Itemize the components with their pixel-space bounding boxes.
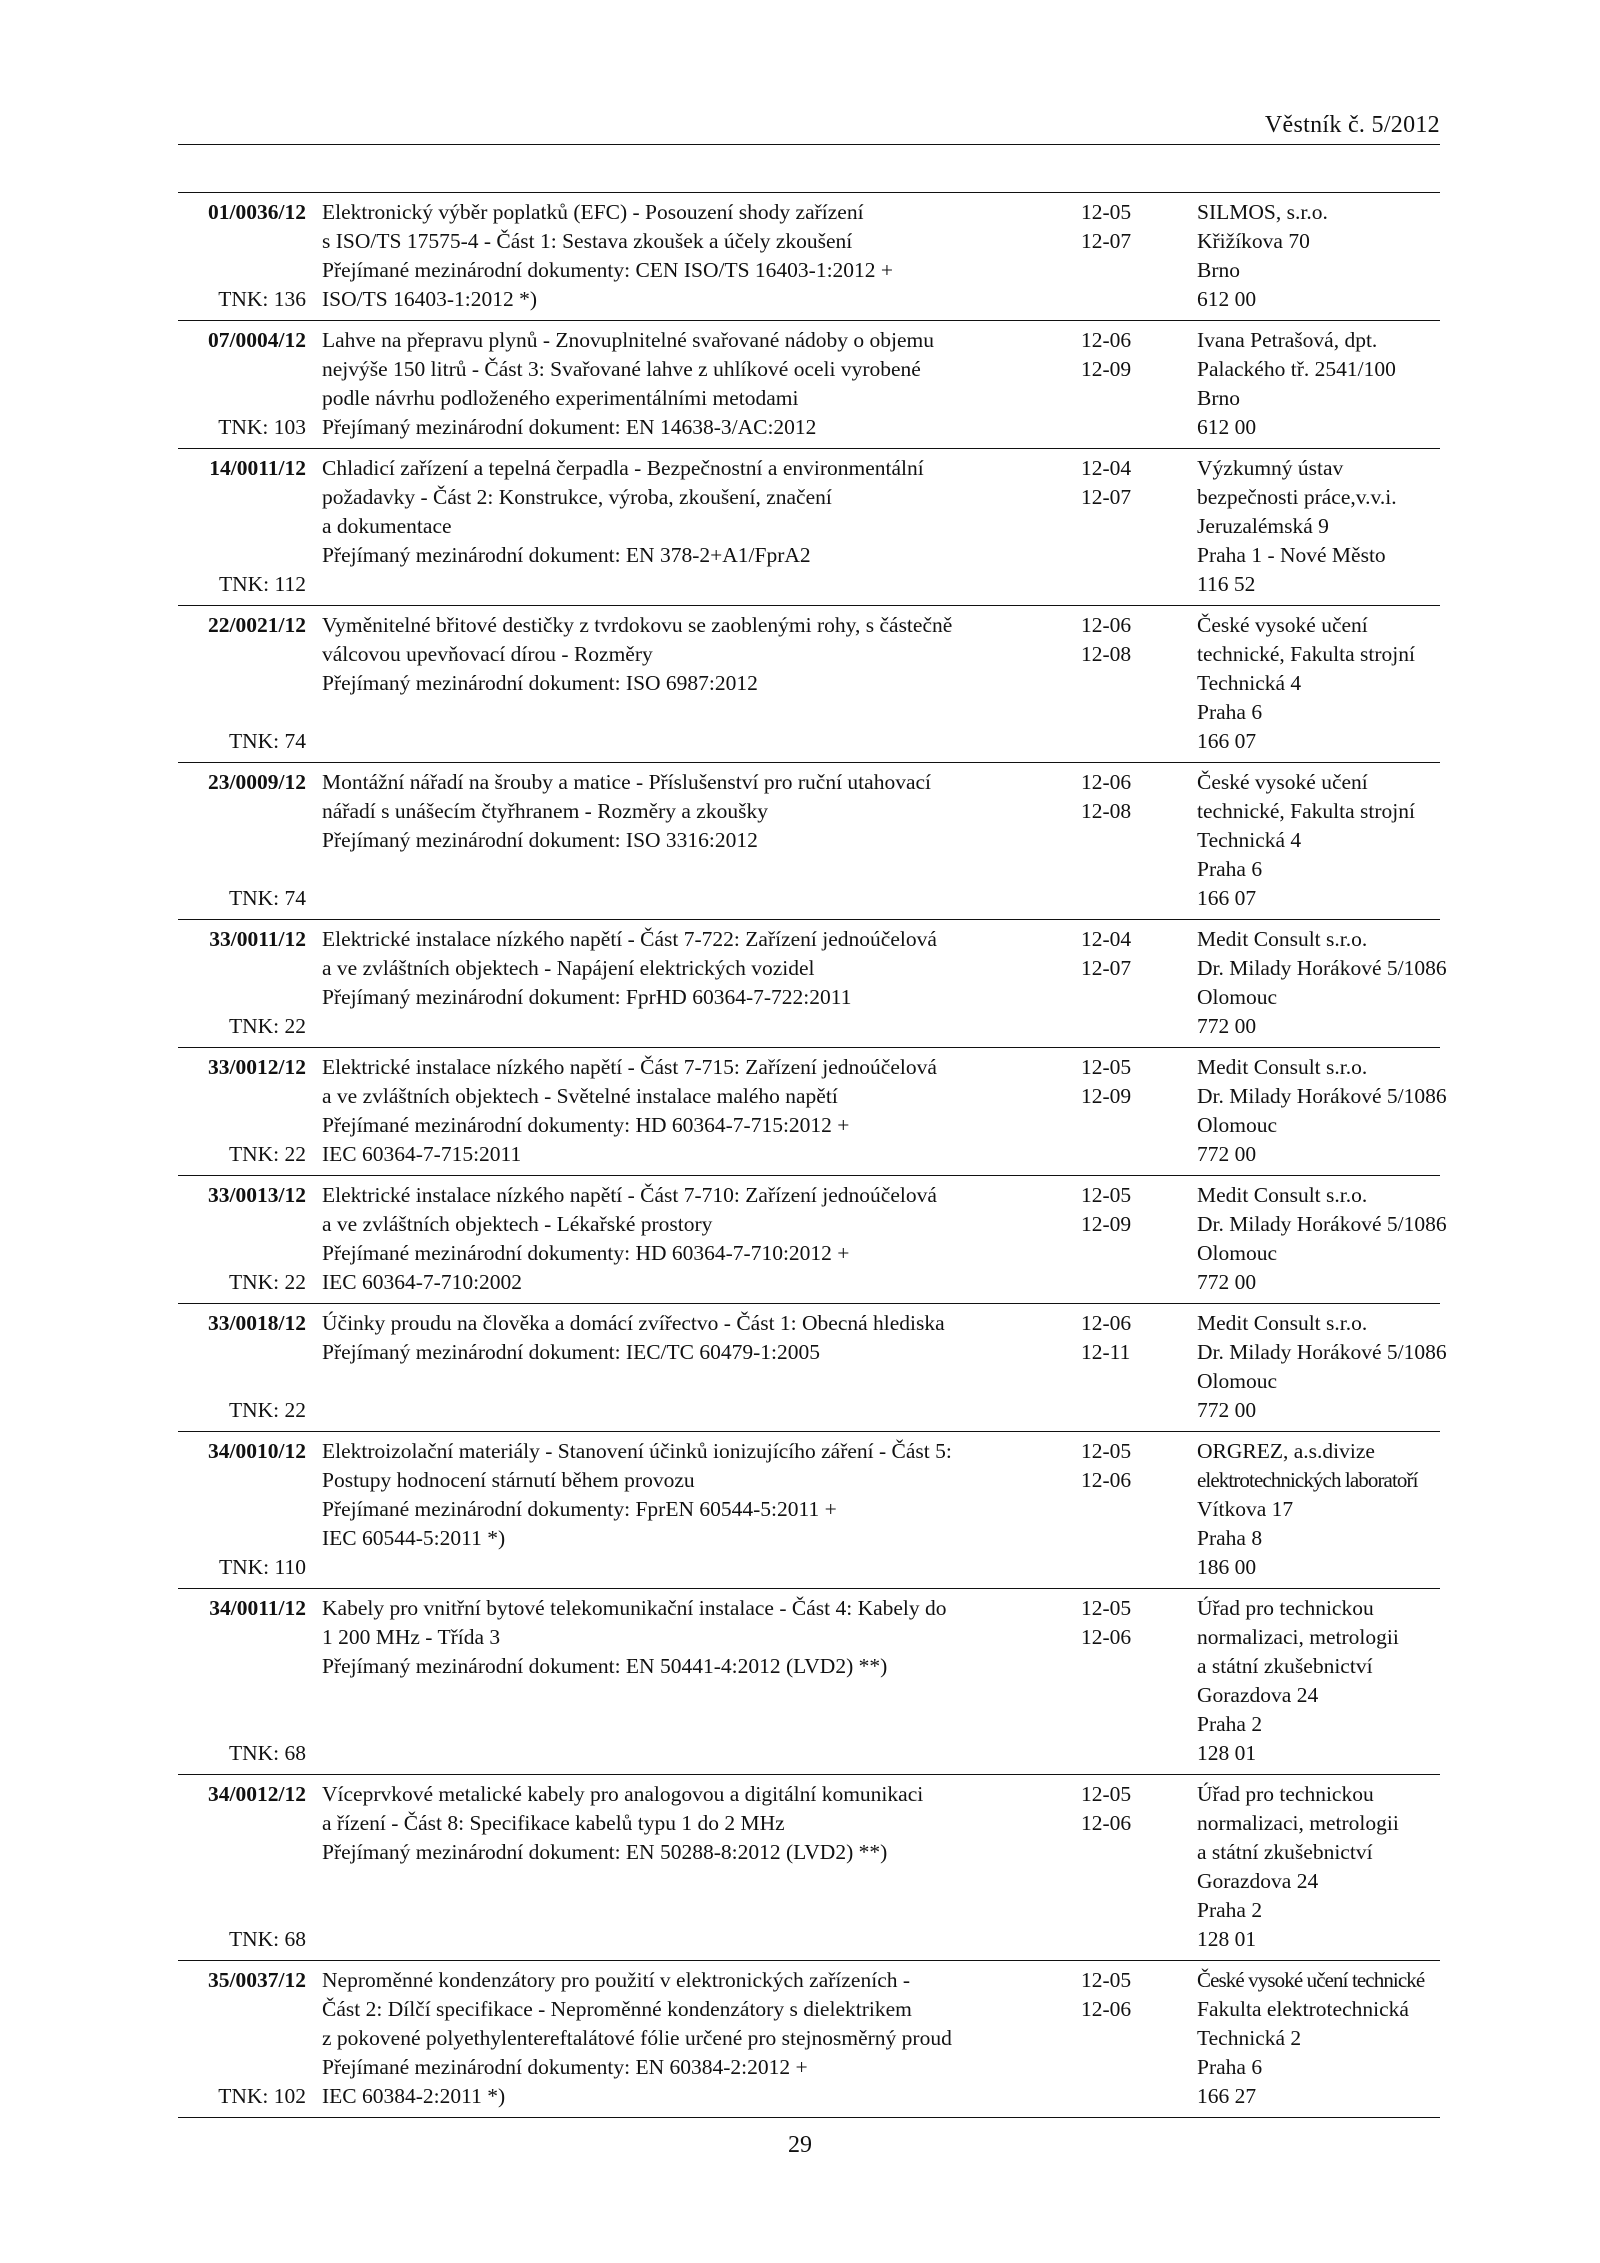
address-line: Dr. Milady Horákové 5/1086 [1197,1084,1447,1108]
journal-title: Věstník č. 5/2012 [1264,112,1440,138]
standard-code: 33/0018/12 [208,1311,306,1335]
processor-address [1185,326,1440,442]
address-line: 166 27 [1197,2084,1257,2108]
address-line: Gorazdova 24 [1197,1683,1319,1707]
address-line: Gorazdova 24 [1197,1869,1319,1893]
address-line: 128 01 [1197,1927,1257,1951]
address-line: SILMOS, s.r.o. [1197,200,1328,224]
title-line: a ve zvláštních objektech - Napájení elektrických vozidel [322,956,815,980]
entry-code-cell [178,925,316,1041]
entry-code-cell [178,1181,316,1297]
address-line: 612 00 [1197,287,1257,311]
standard-code: 33/0012/12 [208,1055,306,1079]
address-line: Medit Consult s.r.o. [1197,1311,1368,1335]
address-line: Jeruzalémská 9 [1197,514,1329,538]
end-date: 12-06 [1081,1468,1132,1492]
address-line: normalizaci, metrologii [1197,1625,1399,1649]
address-line: 612 00 [1197,415,1257,439]
address-line: Praha 2 [1197,1898,1263,1922]
address-line: a státní zkušebnictví [1197,1654,1373,1678]
entry-code-cell [178,198,316,314]
standard-title [316,326,1073,442]
standard-entry [178,1304,1447,1432]
standard-entry [178,1048,1447,1176]
standard-entry [178,1176,1447,1304]
standard-entry [178,1775,1440,1961]
address-line: Brno [1197,258,1240,282]
standard-entry [178,763,1440,920]
address-line: Medit Consult s.r.o. [1197,1055,1368,1079]
address-line: Fakulta elektrotechnická [1197,1997,1409,2021]
address-line: Medit Consult s.r.o. [1197,927,1368,951]
address-line: České vysoké učení [1197,613,1368,637]
title-line: Víceprvkové metalické kabely pro analogovou a digitální komunikaci [322,1782,924,1806]
address-line: Praha 6 [1197,700,1263,724]
comment-period [1073,198,1185,314]
standard-entry [178,1961,1440,2118]
standard-title [316,1309,1073,1425]
tnk-number: TNK: 112 [219,572,306,596]
address-line: Dr. Milady Horákové 5/1086 [1197,956,1447,980]
address-line: Praha 1 - Nové Město [1197,543,1386,567]
tnk-number: TNK: 22 [228,1142,306,1166]
title-line: Elektrické instalace nízkého napětí - Část 7-715: Zařízení jednoúčelová [322,1055,937,1079]
end-date: 12-09 [1081,1084,1132,1108]
comment-period [1073,1053,1185,1169]
standard-title [316,611,1073,756]
title-line: nejvýše 150 litrů - Část 3: Svařované lahve z uhlíkové oceli vyrobené [322,357,921,381]
comment-period [1073,1309,1185,1425]
standard-code: 22/0021/12 [208,613,306,637]
processor-address [1185,454,1440,599]
address-line: Dr. Milady Horákové 5/1086 [1197,1212,1447,1236]
title-line: Elektrické instalace nízkého napětí - Část 7-710: Zařízení jednoúčelová [322,1183,937,1207]
address-line: Praha 2 [1197,1712,1263,1736]
processor-address [1185,611,1440,756]
address-line: Brno [1197,386,1240,410]
title-line: Část 2: Dílčí specifikace - Neproměnné kondenzátory s dielektrikem [322,1997,912,2021]
title-line: Montážní nářadí na šrouby a matice - Příslušenství pro ruční utahovací [322,770,932,794]
address-line: Výzkumný ústav [1197,456,1344,480]
start-date: 12-06 [1081,770,1132,794]
processor-address [1185,1309,1447,1425]
address-line: Technická 2 [1197,2026,1302,2050]
header-rule [178,144,1440,145]
address-line: Olomouc [1197,1369,1278,1393]
title-line: Přejímaný mezinárodní dokument: EN 50441-4:2012 (LVD2) **) [322,1654,888,1678]
standard-code: 33/0011/12 [209,927,306,951]
end-date: 12-08 [1081,642,1132,666]
title-line: Přejímané mezinárodní dokumenty: CEN ISO/TS 16403-1:2012 + [322,258,894,282]
title-line: s ISO/TS 17575-4 - Část 1: Sestava zkoušek a účely zkoušení [322,229,853,253]
standard-entry [178,1589,1440,1775]
entry-code-cell [178,1053,316,1169]
start-date: 12-06 [1081,1311,1132,1335]
address-line: 116 52 [1197,572,1256,596]
address-line: Praha 6 [1197,857,1263,881]
end-date: 12-07 [1081,956,1132,980]
tnk-number: TNK: 103 [218,415,306,439]
address-line: technické, Fakulta strojní [1197,799,1415,823]
comment-period [1073,1594,1185,1768]
standard-title [316,1181,1073,1297]
address-line: elektrotechnických laboratoří [1197,1468,1418,1492]
entry-code-cell [178,768,316,913]
standard-title [316,454,1073,599]
processor-address [1185,1437,1440,1582]
address-line: Úřad pro technickou [1197,1782,1374,1806]
address-line: a státní zkušebnictví [1197,1840,1373,1864]
title-line: Vyměnitelné břitové destičky z tvrdokovu se zaoblenými rohy, s částečně [322,613,953,637]
end-date: 12-06 [1081,1811,1132,1835]
address-line: Dr. Milady Horákové 5/1086 [1197,1340,1447,1364]
address-line: Praha 6 [1197,2055,1263,2079]
standard-code: 34/0010/12 [208,1439,306,1463]
tnk-number: TNK: 136 [218,287,306,311]
standard-entry [178,606,1440,763]
comment-period [1073,454,1185,599]
end-date: 12-09 [1081,357,1132,381]
title-line: IEC 60364-7-715:2011 [322,1142,522,1166]
address-line: technické, Fakulta strojní [1197,642,1415,666]
comment-period [1073,1181,1185,1297]
title-line: z pokovené polyethylentereftalátové fólie určené pro stejnosměrný proud [322,2026,952,2050]
tnk-number: TNK: 68 [228,1927,306,1951]
end-date: 12-08 [1081,799,1132,823]
address-line: 166 07 [1197,886,1257,910]
standard-title [316,1966,1073,2111]
entry-code-cell [178,1966,316,2111]
standard-code: 34/0011/12 [209,1596,306,1620]
end-date: 12-09 [1081,1212,1132,1236]
address-line: Křižíkova 70 [1197,229,1310,253]
entry-code-cell [178,326,316,442]
standard-entry [178,449,1440,606]
standard-title [316,925,1073,1041]
address-line: Palackého tř. 2541/100 [1197,357,1396,381]
standard-title [316,198,1073,314]
address-line: Olomouc [1197,1113,1278,1137]
processor-address [1185,768,1440,913]
end-date: 12-07 [1081,229,1132,253]
address-line: 772 00 [1197,1014,1257,1038]
address-line: 166 07 [1197,729,1257,753]
standard-code: 14/0011/12 [209,456,306,480]
title-line: Elektroizolační materiály - Stanovení účinků ionizujícího záření - Část 5: [322,1439,952,1463]
address-line: 772 00 [1197,1142,1257,1166]
address-line: 186 00 [1197,1555,1257,1579]
standard-title [316,1053,1073,1169]
title-line: Neproměnné kondenzátory pro použití v elektronických zařízeních - [322,1968,911,1992]
standard-code: 33/0013/12 [208,1183,306,1207]
comment-period [1073,611,1185,756]
title-line: a ve zvláštních objektech - Lékařské prostory [322,1212,713,1236]
address-line: Olomouc [1197,985,1278,1009]
standards-list [178,192,1447,2118]
page-number: 29 [788,2132,812,2158]
title-line: Přejímané mezinárodní dokumenty: EN 60384-2:2012 + [322,2055,808,2079]
address-line: 772 00 [1197,1270,1257,1294]
start-date: 12-06 [1081,613,1132,637]
title-line: Přejímané mezinárodní dokumenty: HD 60364-7-715:2012 + [322,1113,850,1137]
standard-title [316,768,1073,913]
start-date: 12-05 [1081,1596,1132,1620]
standard-code: 23/0009/12 [208,770,306,794]
title-line: Přejímané mezinárodní dokumenty: HD 60364-7-710:2012 + [322,1241,850,1265]
end-date: 12-06 [1081,1625,1132,1649]
start-date: 12-04 [1081,927,1132,951]
title-line: Přejímaný mezinárodní dokument: IEC/TC 60479-1:2005 [322,1340,821,1364]
comment-period [1073,1780,1185,1954]
title-line: Přejímaný mezinárodní dokument: EN 50288-8:2012 (LVD2) **) [322,1840,888,1864]
entry-code-cell [178,1309,316,1425]
title-line: a dokumentace [322,514,452,538]
title-line: Účinky proudu na člověka a domácí zvířectvo - Část 1: Obecná hlediska [322,1311,945,1335]
tnk-number: TNK: 74 [228,886,306,910]
standard-title [316,1594,1073,1768]
standard-entry [178,920,1447,1048]
address-line: Olomouc [1197,1241,1278,1265]
title-line: Elektronický výběr poplatků (EFC) - Posouzení shody zařízení [322,200,864,224]
title-line: Přejímaný mezinárodní dokument: FprHD 60364-7-722:2011 [322,985,852,1009]
address-line: ORGREZ, a.s.divize [1197,1439,1375,1463]
entry-code-cell [178,454,316,599]
processor-address [1185,1053,1447,1169]
start-date: 12-05 [1081,1782,1132,1806]
title-line: a ve zvláštních objektech - Světelné instalace malého napětí [322,1084,838,1108]
start-date: 12-04 [1081,456,1132,480]
entry-code-cell [178,1780,316,1954]
start-date: 12-05 [1081,1055,1132,1079]
standard-title [316,1437,1073,1582]
title-line: Přejímaný mezinárodní dokument: ISO 6987:2012 [322,671,758,695]
comment-period [1073,925,1185,1041]
start-date: 12-05 [1081,1183,1132,1207]
address-line: Ivana Petrašová, dpt. [1197,328,1378,352]
address-line: České vysoké učení [1197,770,1368,794]
end-date: 12-11 [1081,1340,1131,1364]
title-line: 1 200 MHz - Třída 3 [322,1625,501,1649]
title-line: podle návrhu podloženého experimentálními metodami [322,386,799,410]
tnk-number: TNK: 22 [228,1014,306,1038]
title-line: a řízení - Část 8: Specifikace kabelů typu 1 do 2 MHz [322,1811,785,1835]
address-line: Medit Consult s.r.o. [1197,1183,1368,1207]
tnk-number: TNK: 102 [218,2084,306,2108]
standard-entry [178,321,1440,449]
standard-code: 01/0036/12 [208,200,306,224]
title-line: požadavky - Část 2: Konstrukce, výroba, zkoušení, značení [322,485,832,509]
address-line: České vysoké učení technické [1197,1968,1425,1992]
processor-address [1185,925,1447,1041]
title-line: Postupy hodnocení stárnutí během provozu [322,1468,695,1492]
processor-address [1185,1966,1440,2111]
title-line: Přejímané mezinárodní dokumenty: FprEN 60544-5:2011 + [322,1497,837,1521]
title-line: válcovou upevňovací dírou - Rozměry [322,642,653,666]
standard-code: 35/0037/12 [208,1968,306,1992]
end-date: 12-06 [1081,1997,1132,2021]
address-line: Úřad pro technickou [1197,1596,1374,1620]
address-line: Praha 8 [1197,1526,1263,1550]
standard-code: 07/0004/12 [208,328,306,352]
comment-period [1073,1966,1185,2111]
address-line: 772 00 [1197,1398,1257,1422]
standard-entry [178,1432,1440,1589]
comment-period [1073,326,1185,442]
entry-code-cell [178,1437,316,1582]
title-line: Přejímaný mezinárodní dokument: ISO 3316:2012 [322,828,758,852]
address-line: bezpečnosti práce,v.v.i. [1197,485,1397,509]
tnk-number: TNK: 22 [228,1398,306,1422]
address-line: Vítkova 17 [1197,1497,1294,1521]
address-line: Technická 4 [1197,671,1302,695]
processor-address [1185,198,1440,314]
start-date: 12-05 [1081,200,1132,224]
standard-title [316,1780,1073,1954]
title-line: Elektrické instalace nízkého napětí - Část 7-722: Zařízení jednoúčelová [322,927,937,951]
entry-code-cell [178,611,316,756]
title-line: Přejímaný mezinárodní dokument: EN 14638-3/AC:2012 [322,415,817,439]
tnk-number: TNK: 68 [228,1741,306,1765]
title-line: IEC 60384-2:2011 *) [322,2084,506,2108]
address-line: normalizaci, metrologii [1197,1811,1399,1835]
title-line: ISO/TS 16403-1:2012 *) [322,287,537,311]
end-date: 12-07 [1081,485,1132,509]
address-line: Technická 4 [1197,828,1302,852]
title-line: Kabely pro vnitřní bytové telekomunikační instalace - Část 4: Kabely do [322,1596,947,1620]
tnk-number: TNK: 110 [219,1555,306,1579]
comment-period [1073,768,1185,913]
title-line: nářadí s unášecím čtyřhranem - Rozměry a zkoušky [322,799,768,823]
title-line: IEC 60544-5:2011 *) [322,1526,506,1550]
start-date: 12-05 [1081,1439,1132,1463]
standard-code: 34/0012/12 [208,1782,306,1806]
entry-code-cell [178,1594,316,1768]
standard-entry [178,193,1440,321]
title-line: Přejímaný mezinárodní dokument: EN 378-2+A1/FprA2 [322,543,811,567]
title-line: Lahve na přepravu plynů - Znovuplnitelné svařované nádoby o objemu [322,328,934,352]
processor-address [1185,1181,1447,1297]
comment-period [1073,1437,1185,1582]
start-date: 12-05 [1081,1968,1132,1992]
tnk-number: TNK: 74 [228,729,306,753]
processor-address [1185,1780,1440,1954]
processor-address [1185,1594,1440,1768]
tnk-number: TNK: 22 [228,1270,306,1294]
title-line: IEC 60364-7-710:2002 [322,1270,523,1294]
start-date: 12-06 [1081,328,1132,352]
address-line: 128 01 [1197,1741,1257,1765]
title-line: Chladicí zařízení a tepelná čerpadla - Bezpečnostní a environmentální [322,456,924,480]
